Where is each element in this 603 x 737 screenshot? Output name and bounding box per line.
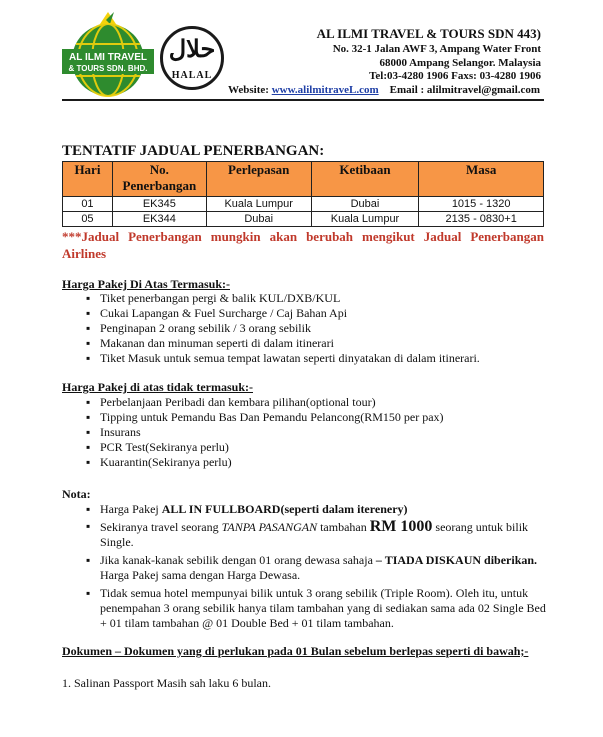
cell-from: Dubai — [206, 212, 311, 227]
cell-time: 2135 - 0830+1 — [419, 212, 544, 227]
nota-2-text: Sekiranya travel seorang — [100, 520, 222, 534]
nota-1-bold: ALL IN FULLBOARD(seperti dalam iterenery) — [161, 502, 408, 516]
halal-arabic: حلال — [168, 37, 216, 63]
list-item: ▪ Kuarantin(Sekiranya perlu) — [86, 455, 546, 470]
company-logo — [62, 10, 154, 100]
cell-from: Kuala Lumpur — [206, 197, 311, 212]
col-arrival: Ketibaan — [311, 162, 419, 197]
schedule-warning: ***Jadual Penerbangan mungkin akan berubah mengikut Jadual Penerbangan Airlines — [62, 229, 544, 261]
table-header-row — [63, 162, 544, 197]
includes-title: Harga Pakej Di Atas Termasuk:- — [62, 277, 230, 291]
nota-3-text-b: Harga Pakej sama dengan Harga Dewasa. — [100, 568, 301, 582]
col-departure: Perlepasan — [206, 162, 311, 197]
cell-to: Dubai — [311, 197, 419, 212]
list-item: ▪ Tipping untuk Pemandu Bas Dan Pemandu Pelancong(RM150 per pax) — [86, 410, 546, 425]
nota-2-italic: TANPA PASANGAN — [221, 520, 318, 534]
cell-time: 1015 - 1320 — [419, 197, 544, 212]
documents-title: Dokumen – Dokumen yang di perlukan pada 01 Bulan sebelum berlepas seperti di bawah;- — [62, 644, 529, 658]
list-item: ▪ Tiket penerbangan pergi & balik KUL/DXB/KUL — [86, 291, 546, 306]
address-line-2: 68000 Ampang Selangor. Malaysia — [379, 57, 541, 69]
list-item: ▪ Cukai Lapangan & Fuel Surcharge / Caj Bahan Api — [86, 306, 546, 321]
nota-2-amount: RM 1000 — [369, 518, 433, 535]
nota-list — [86, 502, 546, 631]
list-item: ▪ Insurans — [86, 425, 546, 440]
list-item: ▪ Penginapan 2 orang sebilik / 3 orang sebilik — [86, 321, 546, 336]
excludes-title: Harga Pakej di atas tidak termasuk:- — [62, 380, 253, 394]
list-item: ▪ Tidak semua hotel mempunyai bilik untuk 3 orang sebilik (Triple Room). Oleh itu, untuk penempahan 3 orang sebilik hanya tilam tambahan yang di sediakan sama ada 02 Single Bed + 01 tilam tambahan @ 01 Double Bed + 01 tilam tambahan. — [86, 586, 546, 631]
cell-flight: EK345 — [112, 197, 206, 212]
includes-list — [86, 291, 546, 366]
cell-to: Kuala Lumpur — [311, 212, 419, 227]
contact-line — [228, 84, 540, 96]
col-hari: Hari — [63, 162, 113, 197]
website-link[interactable]: www.alilmitraveL.com — [271, 84, 379, 96]
website-label: Website: — [228, 84, 272, 96]
halal-label: HALAL — [171, 70, 213, 81]
documents-item: 1. Salinan Passport Masih sah laku 6 bulan. — [62, 676, 271, 690]
nota-3-text: Jika kanak-kanak sebilik dengan 01 orang dewasa sahaja — [100, 553, 376, 567]
list-item — [86, 519, 546, 550]
list-item — [86, 553, 546, 583]
cell-day: 05 — [63, 212, 113, 227]
nota-1-text: Harga Pakej — [100, 502, 162, 516]
table-row — [63, 197, 544, 212]
cell-day: 01 — [63, 197, 113, 212]
nota-3-bold: – TIADA DISKAUN diberikan. — [375, 553, 538, 567]
excludes-list — [86, 395, 546, 470]
cell-flight: EK344 — [112, 212, 206, 227]
logo-line-2: & TOURS SDN. BHD. — [68, 64, 148, 73]
flight-schedule-table — [62, 161, 544, 227]
phone-fax: Tel:03-4280 1906 Faxs: 03-4280 1906 — [369, 70, 541, 82]
list-item: ▪ Tiket Masuk untuk semua tempat lawatan seperti dinyatakan di dalam itinerari. — [86, 351, 546, 366]
schedule-title: TENTATIF JADUAL PENERBANGAN: — [62, 143, 325, 159]
list-item: ▪ PCR Test(Sekiranya perlu) — [86, 440, 546, 455]
col-time: Masa — [419, 162, 544, 197]
list-item: ▪ Perbelanjaan Peribadi dan kembara pilihan(optional tour) — [86, 395, 546, 410]
list-item — [86, 502, 546, 517]
company-name: AL ILMI TRAVEL & TOURS SDN 443) — [316, 26, 541, 41]
email-text: Email : alilmitravel@gmail.com — [378, 84, 541, 96]
header-divider — [62, 99, 544, 101]
table-row — [63, 212, 544, 227]
nota-label: Nota: — [62, 487, 91, 501]
logo-line-1: AL ILMI TRAVEL — [69, 52, 147, 63]
list-item: ▪ Makanan dan minuman seperti di dalam itinerari — [86, 336, 546, 351]
address-line-1: No. 32-1 Jalan AWF 3, Ampang Water Front — [332, 43, 541, 55]
nota-2-text-c: seorang untuk bilik Single. — [100, 520, 529, 549]
halal-badge — [160, 26, 224, 90]
col-flight-no: No. Penerbangan — [112, 162, 206, 197]
nota-2-text-b: tambahan — [317, 520, 370, 534]
